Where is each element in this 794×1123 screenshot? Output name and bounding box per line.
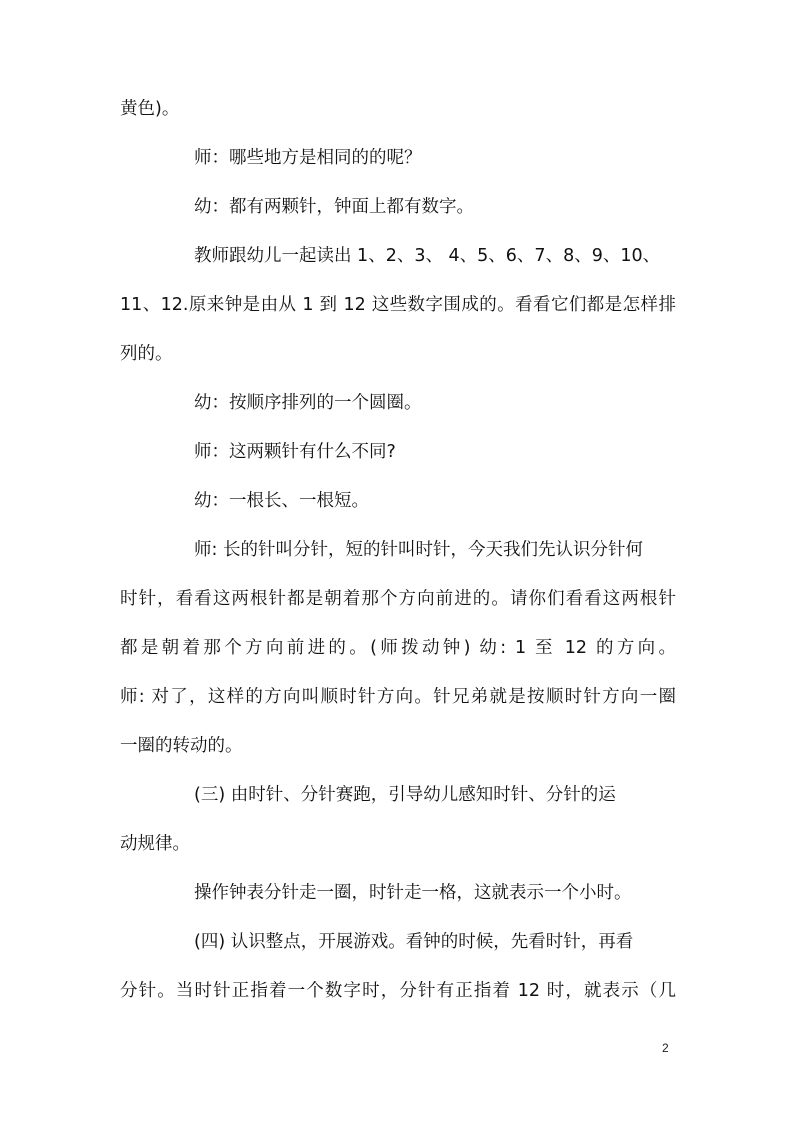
text-line-14: 一圈的转动的。 <box>120 736 243 756</box>
text-line-17: 操作钟表分针走一圈，时针走一格，这就表示一个小时。 <box>194 883 632 903</box>
text-line-13: 师: 对了，这样的方向叫顺时针方向。针兄弟就是按顺时针方向一圈 <box>120 687 676 707</box>
text-line-15: (三) 由时针、分针赛跑，引导幼儿感知时针、分针的运 <box>194 785 616 805</box>
page-number: 2 <box>662 1041 669 1055</box>
text-line-12: 都是朝着那个方向前进的。(师拨动钟) 幼: 1 至 12 的方向。 <box>120 638 676 658</box>
text-line-1: 黄色)。 <box>120 99 180 119</box>
text-line-5: 11、12.原来钟是由从 1 到 12 这些数字围成的。看看它们都是怎样排 <box>120 295 676 315</box>
text-line-16: 动规律。 <box>120 834 190 854</box>
text-line-11: 时针，看看这两根针都是朝着那个方向前进的。请你们看看这两根针 <box>120 589 676 609</box>
text-line-2: 师：哪些地方是相同的的呢？ <box>194 148 422 168</box>
text-line-19: 分针。当时针正指着一个数字时，分针有正指着 12 时，就表示（几 <box>120 981 676 1001</box>
text-line-10: 师: 长的针叫分针，短的针叫时针，今天我们先认识分针何 <box>194 540 643 560</box>
text-line-8: 师：这两颗针有什么不同? <box>194 442 396 462</box>
text-line-18: (四) 认识整点，开展游戏。看钟的时候，先看时针，再看 <box>194 932 634 952</box>
text-line-3: 幼：都有两颗针，钟面上都有数字。 <box>194 197 474 217</box>
text-line-9: 幼：一根长、一根短。 <box>194 491 369 511</box>
text-line-7: 幼：按顺序排列的一个圆圈。 <box>194 393 422 413</box>
text-line-6: 列的。 <box>120 344 173 364</box>
text-line-4: 教师跟幼儿一起读出 1、2、3、 4、5、6、7、8、9、10、 <box>194 246 661 266</box>
